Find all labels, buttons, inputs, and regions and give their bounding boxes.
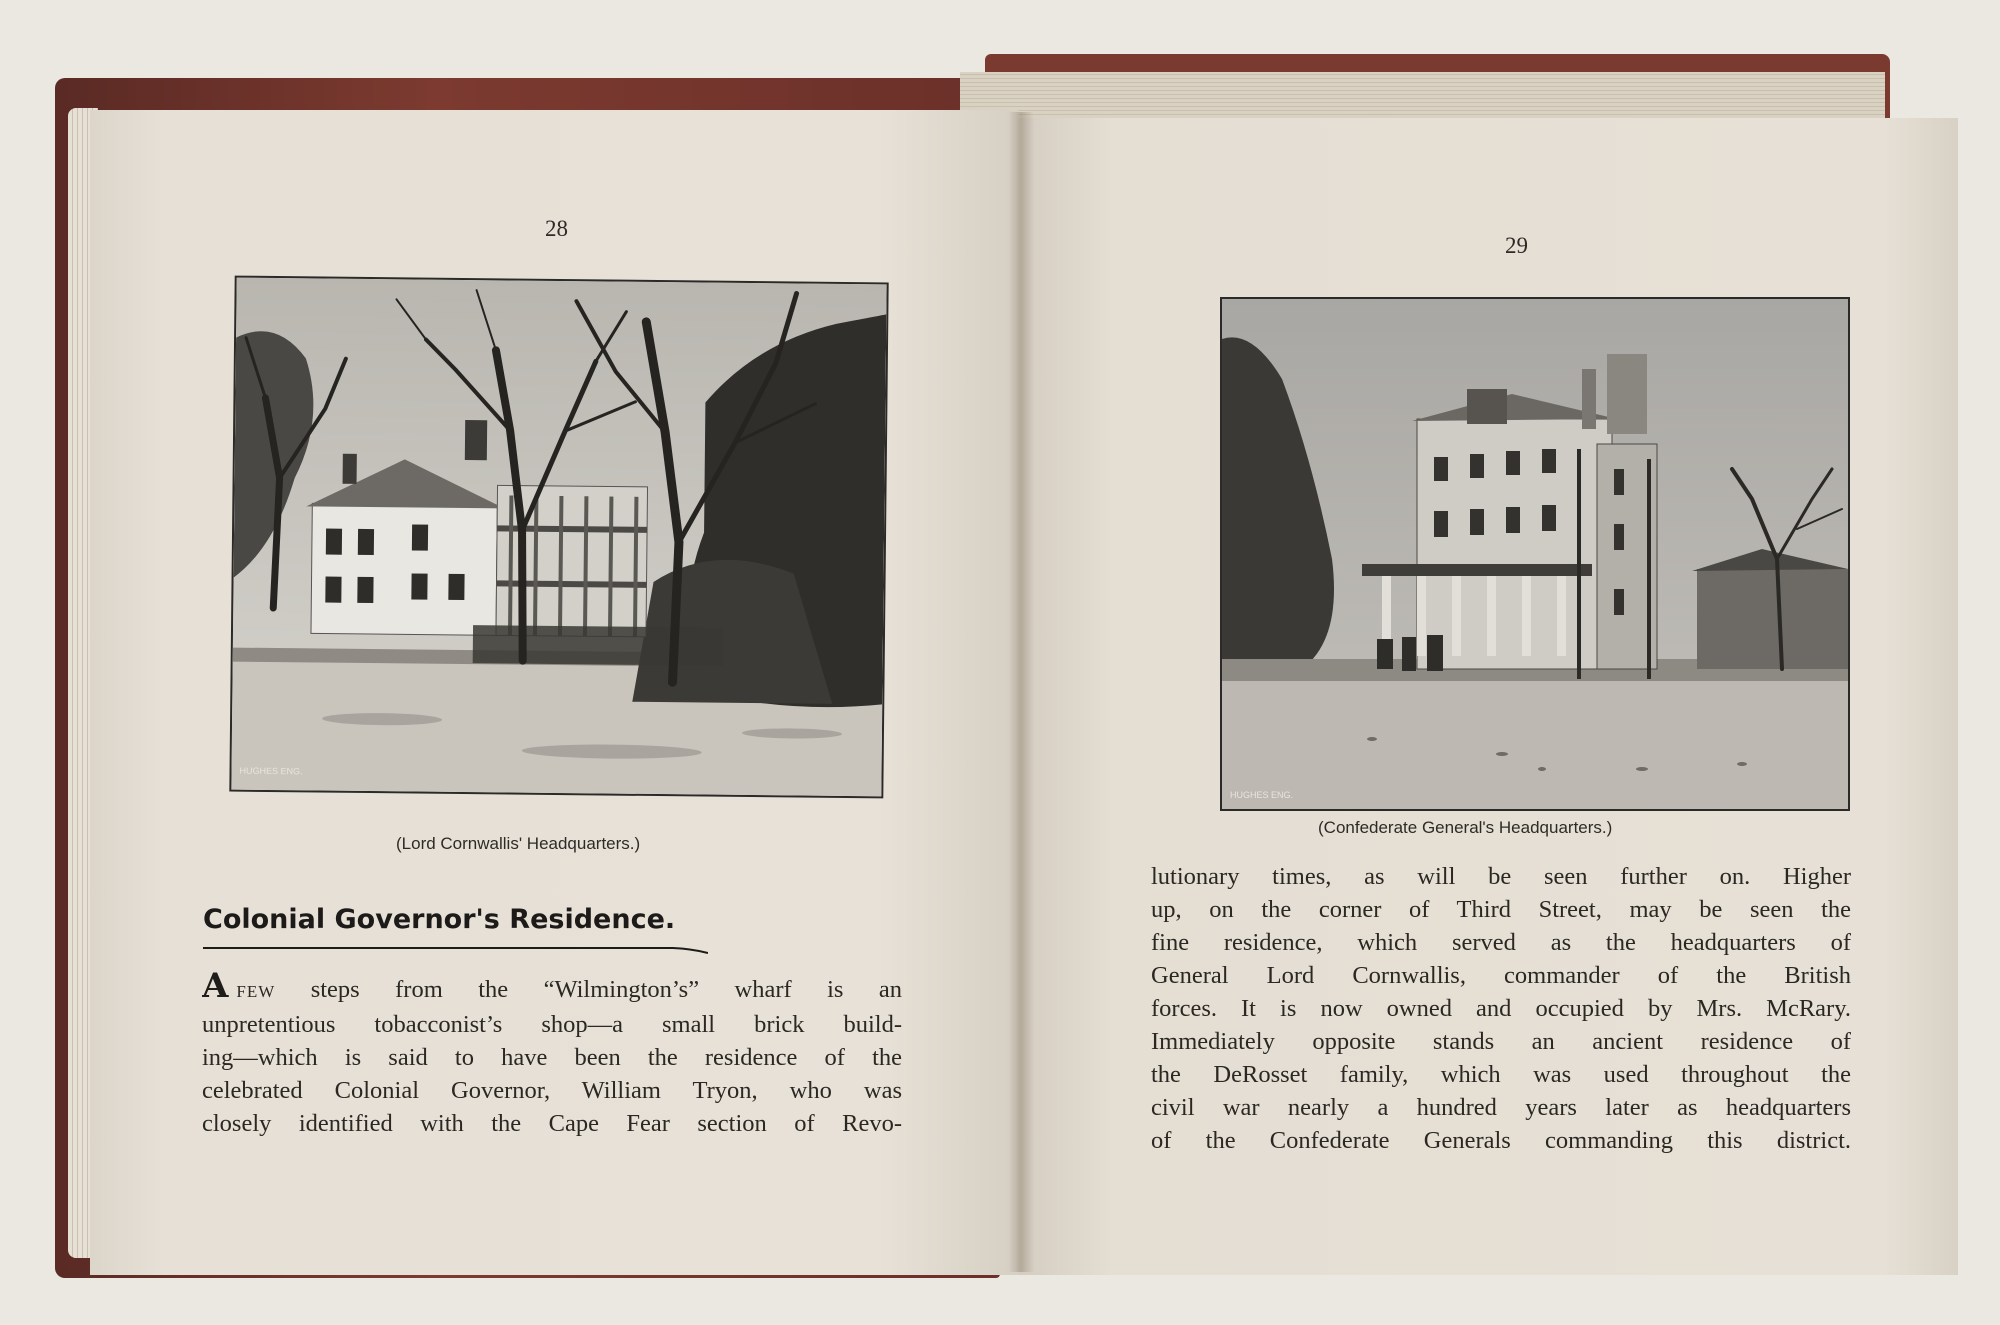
section-heading: Colonial Governor's Residence. bbox=[203, 904, 676, 935]
heading-underline bbox=[203, 945, 708, 955]
first-word: FEW bbox=[236, 982, 276, 1001]
right-body-line: up, on the corner of Third Street, may be seen the bbox=[1151, 896, 1851, 923]
page-number-right: 29 bbox=[1505, 233, 1528, 258]
right-body-text bbox=[1151, 860, 1851, 1157]
page-number-left: 28 bbox=[545, 216, 568, 241]
left-line-1-text: steps from the “Wilmington’s” wharf is an bbox=[310, 976, 902, 1003]
page-stack-edge bbox=[960, 72, 1885, 118]
right-body-line: of the Confederate Generals commanding this district. bbox=[1151, 1127, 1851, 1154]
left-body-line: unpretentious tobacconist’s shop—a small brick build- bbox=[202, 1011, 902, 1038]
left-body-text bbox=[202, 969, 902, 1140]
book-gutter bbox=[1008, 112, 1034, 1272]
right-body-line: forces. It is now owned and occupied by Mrs. McRary. bbox=[1151, 995, 1851, 1022]
right-body-line: lutionary times, as will be seen further on. Higher bbox=[1151, 863, 1851, 890]
house-photo-illustration bbox=[231, 278, 886, 797]
photo-caption-right: (Confederate General's Headquarters.) bbox=[1318, 818, 1613, 837]
left-body-line: closely identified with the Cape Fear section of Revo- bbox=[202, 1110, 902, 1137]
photo-caption-left: (Lord Cornwallis' Headquarters.) bbox=[396, 834, 641, 853]
right-body-line: Immediately opposite stands an ancient residence of bbox=[1151, 1028, 1851, 1055]
left-body-line: celebrated Colonial Governor, William Tryon, who was bbox=[202, 1077, 902, 1104]
right-body-line: General Lord Cornwallis, commander of the British bbox=[1151, 962, 1851, 989]
right-body-line: civil war nearly a hundred years later as headquarters bbox=[1151, 1094, 1851, 1121]
photo-credit-left: HUGHES ENG. bbox=[239, 765, 303, 777]
right-body-line: the DeRosset family, which was used throughout the bbox=[1151, 1061, 1851, 1088]
left-body-line bbox=[202, 969, 902, 1008]
photo-confederate-headquarters bbox=[1220, 297, 1850, 811]
drop-cap: A bbox=[202, 969, 229, 1006]
photo-credit-right: HUGHES ENG. bbox=[1230, 790, 1294, 800]
photo-cornwallis-headquarters bbox=[229, 276, 888, 799]
right-body-line: fine residence, which served as the headquarters of bbox=[1151, 929, 1851, 956]
left-body-line: ing—which is said to have been the residence of the bbox=[202, 1044, 902, 1071]
house-photo-illustration bbox=[1222, 299, 1848, 809]
